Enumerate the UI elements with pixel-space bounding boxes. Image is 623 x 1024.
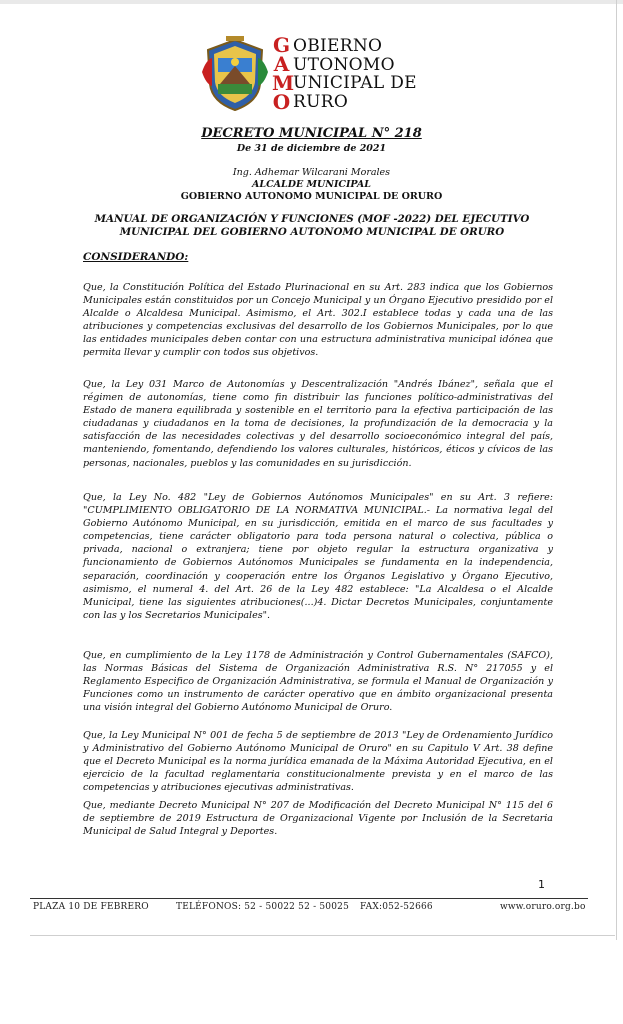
- paragraph: Que, la Ley Municipal N° 001 de fecha 5 de septiembre de 2013 "Ley de Ordenamiento Jurídico y Administrativo del Gobierno Autónomo Municipal de Oruro" en su Capitulo V Art. 38 define que el Decreto Municipal es la norma jurídica emanada de la Máxima Autoridad Ejecutiva, en el ejercicio de la facultad reglamentaria constitucionalmente prevista y en el marco de las competencias y atribuciones ejecutivas administrativas.: [83, 730, 553, 794]
- acronym-letters: [272, 33, 295, 114]
- acronym-letter: A: [273, 52, 290, 76]
- signer-name: Ing. Adhemar Wilcarani Morales: [232, 167, 391, 178]
- footer-address: PLAZA 10 DE FEBRERO: [33, 902, 149, 912]
- scan-edge-bottom: [30, 935, 615, 936]
- paragraph: Que, la Ley 031 Marco de Autonomías y Descentralización "Andrés Ibánez", señala que el régimen de autonomías, tiene como fin distribuir las funciones político-administrativas del Estado de manera equilibrada y sostenible en el territorio para la efectiva participación de las ciudadanas y ciudadanos en la toma de decisiones, la profundización de la democracia y la satisfacción de las necesidades colectivas y del desarrollo socioeconómico integral del país, manteniendo, fomentando, defendiendo los valores culturales, históricos, éticos y cívicos de las personas, nacionales, pueblos y las comunidades en su jurisdicción.: [83, 379, 553, 469]
- decree-date: De 31 de diciembre de 2021: [236, 143, 387, 154]
- acronym-letter: O: [272, 90, 291, 114]
- institution-line: UTONOMO: [293, 54, 395, 75]
- institution-name: [293, 37, 417, 111]
- scan-edge-top: [0, 0, 623, 4]
- footer-website: www.oruro.org.bo: [500, 902, 586, 912]
- signer-role: ALCALDE MUNICIPAL: [252, 179, 371, 190]
- manual-title: MANUAL DE ORGANIZACIÓN Y FUNCIONES (MOF -2022) DEL EJECUTIVO MUNICIPAL DEL GOBIERNO AUTONOMO MUNICIPAL DE ORURO: [94, 213, 530, 238]
- paragraph: Que, mediante Decreto Municipal N° 207 de Modificación del Decreto Municipal N° 115 del 6 de septiembre de 2019 Estructura de Organizacional Vigente por Inclusión de la Secretaria Municipal de Salud Integral y Deportes.: [83, 800, 553, 838]
- coat-of-arms-logo: [200, 36, 270, 112]
- institution-line: RURO: [293, 91, 349, 112]
- considerando-heading: CONSIDERANDO:: [83, 251, 189, 263]
- acronym-letter: G: [272, 33, 291, 57]
- paragraph: Que, la Ley No. 482 "Ley de Gobiernos Autónomos Municipales" en su Art. 3 refiere: "CUMPLIMIENTO OBLIGATORIO DE LA NORMATIVA MUNICIPAL.- La normativa legal del Gobierno Autónomo Municipal, en su jurisdicción, emitida en el marco de sus facultades y competencias, tiene carácter obligatorio para toda persona natural o colectiva, pública o privada, nacional o extranjera; tiene por objeto regular la estructura organizativa y funcionamiento de Gobiernos Autónomos Municipales se fundamenta en la independencia, separación, coordinación y cooperación entre los Órganos Legislativo y Órgano Ejecutivo, asimismo, el numeral 4. del Art. 26 de la Ley 482 establece: "La Alcaldesa o el Alcalde Municipal, tiene las siguientes atribuciones(...)4. Dictar Decretos Municipales, conjuntamente con las y los Secretarios Municipales".: [83, 492, 553, 621]
- decree-title: DECRETO MUNICIPAL N° 218: [201, 126, 422, 141]
- footer-phones: TELÉFONOS: 52 - 50022 52 - 50025: [176, 902, 350, 912]
- signer-organization: GOBIERNO AUTONOMO MUNICIPAL DE ORURO: [180, 191, 443, 202]
- footer-divider: [30, 898, 588, 899]
- paragraph: Que, en cumplimiento de la Ley 1178 de Administración y Control Gubernamentales (SAFCO), las Normas Básicas del Sistema de Organización Administrativa R.S. N° 217055 y el Reglamento Especifico de Organización Administrativa, se formula el Manual de Organización y Funciones como un instrumento de carácter operativo que en ámbito organizacional presenta una visión integral del Gobierno Autónomo Municipal de Oruro.: [83, 650, 553, 714]
- acronym-letter: M: [272, 71, 295, 95]
- letterhead: [200, 33, 440, 114]
- signer-block: [0, 167, 623, 203]
- scan-edge-right: [616, 0, 617, 940]
- institution-line: UNICIPAL DE: [293, 73, 417, 93]
- institution-line: OBIERNO: [293, 36, 383, 56]
- footer-fax: FAX:052-52666: [360, 902, 433, 912]
- page-number: 1: [538, 878, 545, 891]
- paragraph: Que, la Constitución Política del Estado Plurinacional en su Art. 283 indica que los Gobiernos Municipales están constituidos por un Concejo Municipal y un Órgano Ejecutivo presidido por el Alcalde o Alcaldesa Municipal. Asimismo, el Art. 302.I establece todas y cada una de las atribuciones y competencias exclusivas del desarrollo de los Gobiernos Municipales, por lo que las entidades municipales deben contar con una estructura administrativa municipal idónea que permita llevar y cumplir con todos sus objetivos.: [83, 282, 553, 359]
